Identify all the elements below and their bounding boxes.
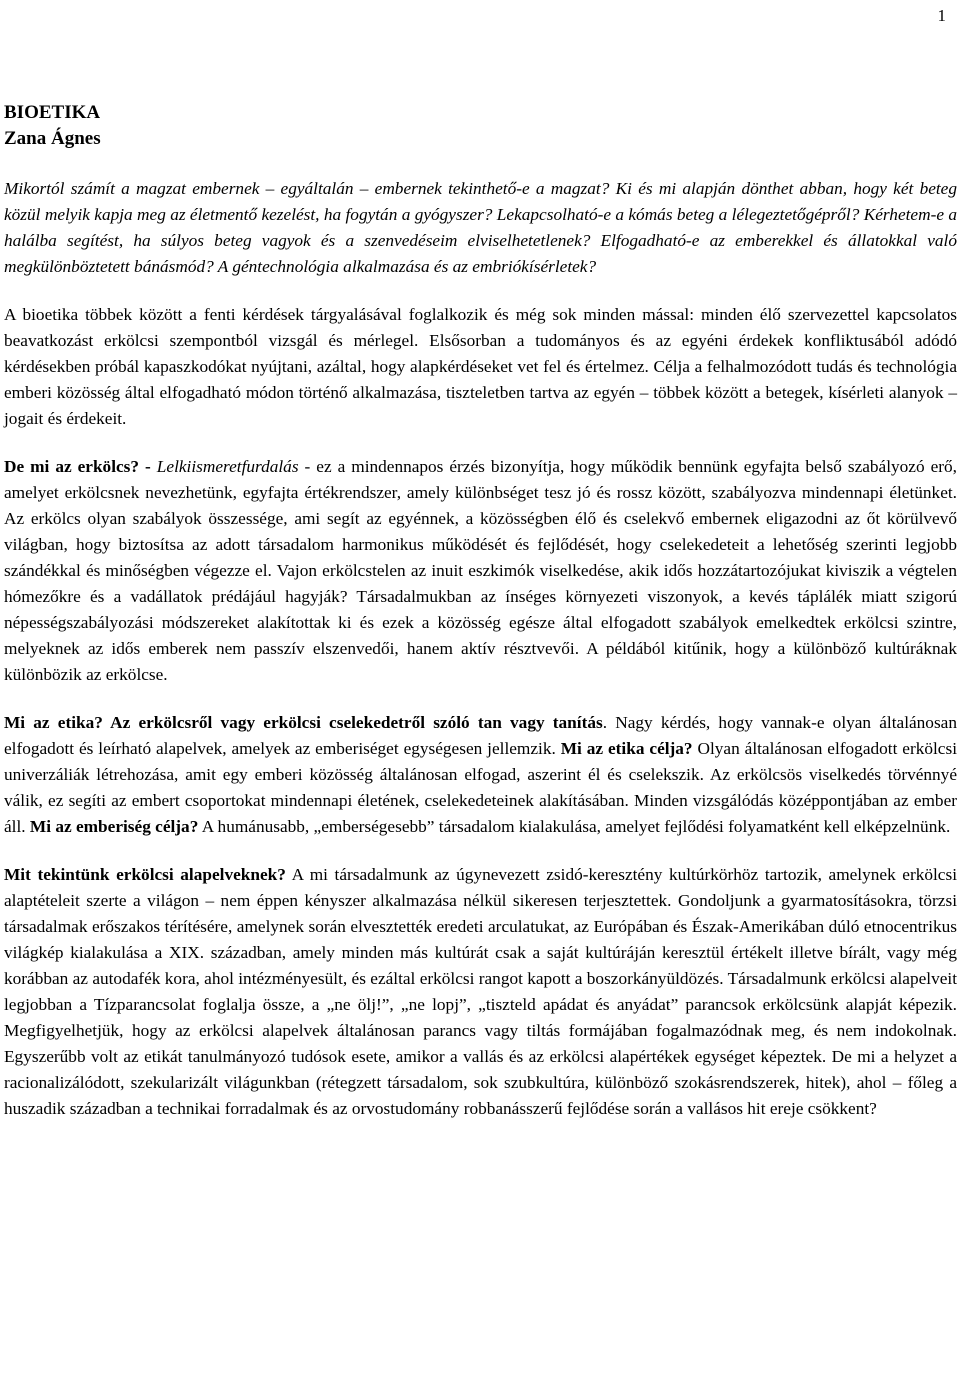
- document-author: Zana Ágnes: [4, 128, 101, 149]
- document-body: [4, 100, 957, 1122]
- principles-text: A mi társadalmunk az úgynevezett zsidó-keresztény kultúrkörhöz tartozik, amelynek erkölcsi alaptételeit szerte a világon – nem éppen kényszer alkalmazása nélkül sikeresen terjesztettek. Gondoljunk a gyarmatosításokra, törzsi társadalmak erőszakos térítésére, amelynek során elvesztették eredeti arculatukat, az Európában és Észak-Amerikában dúló etnocentrikus világkép kialakulása a XIX. században, amely minden más kultúrát csak a saját kultúráján keresztül értékelt illetve bírált, vagy még korábban az autodafék kora, ahol intézményesült, és ezáltal erkölcsi rangot kapott a boszorkányüldözés. Társadalmunk erkölcsi alapelveit legjobban a Tízparancsolat foglalja össze, a „ne ölj!”, „ne lopj”, „tiszteld apádat és anyádat” parancsok erkölcsünk alapját képezik. Megfigyelhetjük, hogy az erkölcsi alapelvek általánosan parancs vagy tiltás formájában fogalmazódnak meg, és nem indokolnak. Egyszerűbb volt az etikát tanulmányozó tudósok esete, amikor a vallás és az erkölcsi alapértékek egységet képeztek. De mi a helyzet a racionalizálódott, szekularizált világunkban (rétegzett társadalom, sok szubkultúra, különböző szokásrendszerek, hitek), ahol – főleg a huszadik században a technikai forradalmak és az orvostudomány robbanásszerű fejlődése során a vallásos hit ereje csökkent?: [4, 865, 958, 1118]
- principles-question: Mit tekintünk erkölcsi alapelveknek?: [4, 865, 286, 884]
- morality-term: Lelkiismeretfurdalás: [156, 457, 299, 476]
- ethics-goal-question: Mi az etika célja?: [560, 739, 693, 758]
- ethics-text-2: Olyan általánosan elfogadott erkölcsi univerzáliák létrehozása, amit egy emberi közösség általánosan elfogad, aszerint él és cselekszik. Az erkölcsös viselkedés törvénnyé válik, ez segíti az embert csoportokat mindennapi életének, cselekedeteinek alakításában. Minden vizsgálódás középpontjában az ember áll.: [4, 739, 957, 836]
- ethics-paragraph: [4, 710, 957, 840]
- humanity-goal-question: Mi az emberiség célja?: [29, 817, 199, 836]
- morality-paragraph: [4, 454, 957, 688]
- intro-paragraph: A bioetika többek között a fenti kérdések tárgyalásával foglalkozik és még sok minden mással: minden élő szervezettel kapcsolatos beavatkozást erkölcsi szempontból vizsgál és mérlegel. Elsősorban a tudományos és az egyéni érdekek konfliktusából adódó kérdésekben próbál kapaszkodókat nyújtani, azáltal, hogy alapkérdéseket vet fel és értelmez. Célja a felhalmozódott tudás és technológia emberi közösség által elfogadható módon történő alkalmazása, tiszteletben tartva az egyén – többek között a betegek, kísérleti alanyok – jogait és érdekeit.: [4, 305, 957, 428]
- questions-paragraph: Mikortól számít a magzat embernek – egyáltalán – embernek tekinthető-e a magzat? Ki és mi alapján dönthet abban, hogy két beteg közül melyik kapja meg az életmentő kezelést, ha fogytán a gyógyszer? Lekapcsolható-e a kómás beteg a lélegeztetőgépről? Kérhetem-e a halálba segítést, ha súlyos beteg vagyok és a szenvedéseim elviselhetetlenek? Elfogadható-e az emberekkel és állatokkal való megkülönböztetett bánásmód? A géntechnológia alkalmazása és az embriókísérletek?: [4, 179, 957, 276]
- morality-question: De mi az erkölcs?: [4, 457, 140, 476]
- principles-paragraph: [4, 862, 957, 1122]
- morality-dash: -: [139, 457, 157, 476]
- morality-text: - ez a mindennapos érzés bizonyítja, hogy működik bennünk egyfajta belső szabályozó erő, amelyet erkölcsnek nevezhetünk, egyfajta értékrendszer, amely különbséget tesz jó és rossz között, szabályozva mindennapi életünket. Az erkölcs olyan szabályok összessége, ami segít az egyénnek, a közösségben élő és cselekvő embernek eligazodni az őt körülvevő világban, hogy biztosítsa az adott társadalom harmonikus működését és fejlődését, hogy cselekedeteit a lehetőség szerinti legjobb szándékkal és minőségben végezze el. Vajon erkölcstelen az inuit eszkimók viselkedése, akik idős hozzátartozójukat kiviszik a végtelen hómezőkre és a vadállatok prédájául hagyják? Társadalmukban az ínséges környezeti viszonyok, a kevés táplálék miatt szigorú népességszabályozási módszereket alakítottak ki és ezek a közösség egésze által elfogadott szabályok emelkedtek erkölcsi szintre, melyeknek az idős emberek nem passzív elszenvedői, hanem aktív résztvevői. A példából kitűnik, hogy a különböző kultúráknak különbözik az erkölcse.: [4, 457, 957, 684]
- ethics-text-3: A humánusabb, „emberségesebb” társadalom kialakulása, amelyet fejlődési folyamatként kell elképzelnünk.: [198, 817, 951, 836]
- ethics-question: Mi az etika? Az erkölcsről vagy erkölcsi cselekedetről szóló tan vagy tanítás: [4, 713, 603, 732]
- document-title: BIOETIKA: [4, 102, 101, 123]
- page-number: 1: [937, 6, 946, 25]
- ethics-text-1: . Nagy kérdés, hogy vannak-e olyan általánosan elfogadott és leírható alapelvek, amelyek az emberiséget egységesen jellemzik.: [4, 713, 957, 758]
